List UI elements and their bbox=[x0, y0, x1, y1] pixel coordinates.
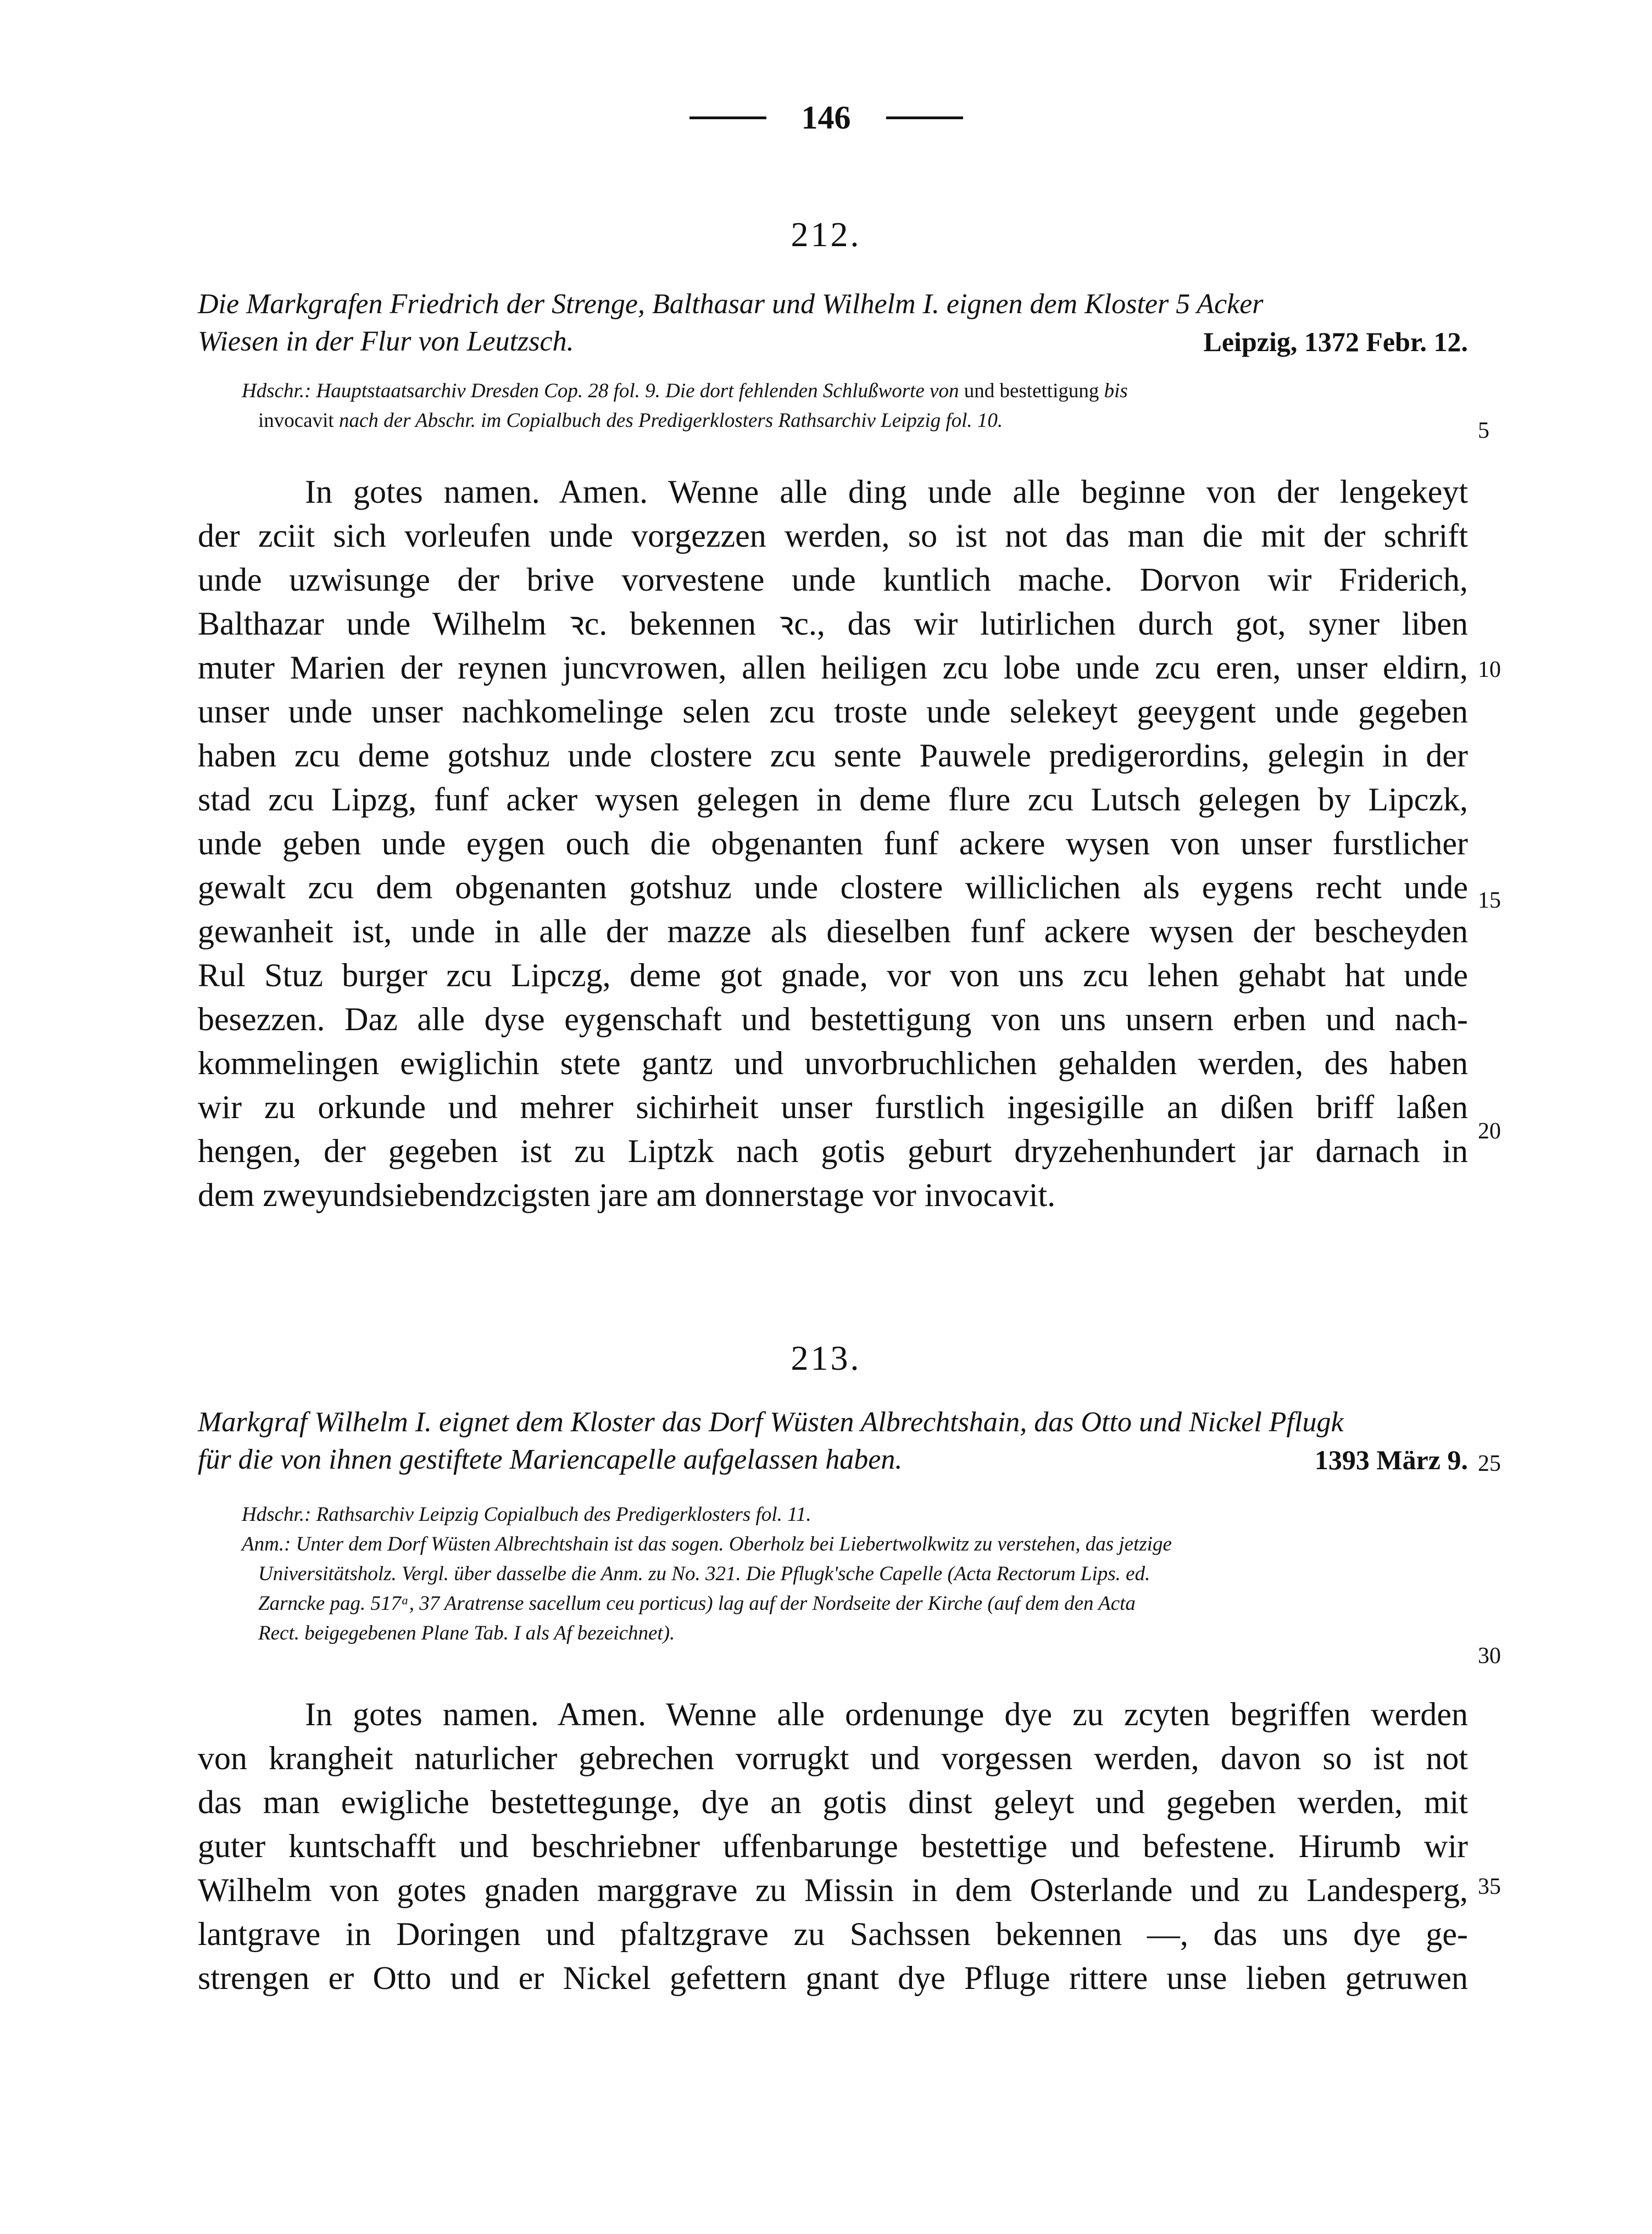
charter-text bbox=[198, 1692, 1468, 2000]
header-rule-right bbox=[886, 116, 963, 119]
text-line: kommelingen ewiglichin stete gantz und unvorbruchlichen gehalden werden, des haben bbox=[198, 1045, 1468, 1081]
text-line: In gotes namen. Amen. Wenne alle ordenunge dye zu zcyten begriffen werden bbox=[305, 1696, 1468, 1732]
line-number: 20 bbox=[1478, 1119, 1501, 1144]
text-line: lantgrave in Doringen und pfaltzgrave zu Sachssen bekennen —, das uns dye ge- bbox=[198, 1916, 1468, 1952]
text-line: stad zcu Lipzg, funf acker wysen gelegen in deme flure zcu Lutsch gelegen by Lipczk, bbox=[198, 781, 1468, 818]
text-line: hengen, der gegeben ist zu Liptzk nach gotis geburt dryzehenhundert jar darnach in bbox=[198, 1133, 1468, 1169]
manuscript-note bbox=[242, 1500, 1467, 1648]
text-line: von krangheit naturlicher gebrechen vorrugkt und vorgessen werden, davon so ist not bbox=[198, 1740, 1468, 1776]
note-line: Hdschr.: Rathsarchiv Leipzig Copialbuch des Predigerklosters fol. 11. bbox=[242, 1503, 811, 1526]
line-number: 5 bbox=[1478, 418, 1489, 443]
text-line: strengen er Otto und er Nickel gefettern gnant dye Pfluge rittere unse lieben getruwen bbox=[198, 1960, 1468, 1996]
text-line: muter Marien der reynen juncvrowen, allen heiligen zcu lobe unde zcu eren, unser eldirn, bbox=[198, 649, 1468, 686]
text-line: wir zu orkunde und mehrer sichirheit unser furstlich ingesigille an dißen briff laßen bbox=[198, 1089, 1468, 1125]
note-text: Hdschr.: Hauptstaatsarchiv Dresden Cop. 28 fol. 9. Die dort fehlenden Schlußworte von bbox=[242, 380, 959, 402]
text-line: Rul Stuz burger zcu Lipczg, deme got gnade, vor von uns zcu lehen gehabt hat unde bbox=[198, 957, 1468, 993]
note-line bbox=[242, 376, 1467, 406]
text-line: unde uzwisunge der brive vorvestene unde kuntlich mache. Dorvon wir Friderich, bbox=[198, 562, 1468, 598]
text-line: unde geben unde eygen ouch die obgenanten funf ackere wysen von unser furstlicher bbox=[198, 825, 1468, 862]
document-number: 212. bbox=[791, 215, 861, 254]
line-number: 10 bbox=[1478, 657, 1501, 682]
note-line bbox=[242, 406, 1467, 436]
header-rule-left bbox=[689, 116, 766, 119]
text-line: unser unde unser nachkomelinge selen zcu troste unde selekeyt geeygent unde gegeben bbox=[198, 693, 1468, 730]
document-number: 213. bbox=[791, 1338, 861, 1377]
text-line: haben zcu deme gotshuz unde clostere zcu sente Pauwele predigerordins, gelegin in der bbox=[198, 737, 1468, 774]
note-text: nach der Abschr. im Copialbuch des Predigerklosters Rathsarchiv Leipzig fol. 10. bbox=[338, 409, 1003, 432]
note-line: Rect. beigegebenen Plane Tab. I als Af bezeichnet). bbox=[258, 1622, 675, 1644]
summary-line-text: für die von ihnen gestiftete Mariencapelle aufgelassen haben. bbox=[198, 1444, 903, 1475]
note-quote: und bestettigung bbox=[964, 380, 1099, 402]
text-line: gewalt zcu dem obgenanten gotshuz unde clostere williclichen als eygens recht unde bbox=[198, 869, 1468, 905]
document-summary bbox=[198, 286, 1468, 360]
text-line: das man ewigliche bestettegunge, dye an gotis dinst geleyt und gegeben werden, mit bbox=[198, 1784, 1468, 1820]
line-number: 25 bbox=[1478, 1451, 1501, 1476]
summary-line: Markgraf Wilhelm I. eignet dem Kloster das Dorf Wüsten Albrechtshain, das Otto und Nickel Pflugk bbox=[198, 1407, 1344, 1438]
summary-line-text: Wiesen in der Flur von Leutzsch. bbox=[198, 326, 574, 357]
line-number: 35 bbox=[1478, 1874, 1501, 1899]
summary-line bbox=[198, 1441, 1468, 1479]
document-summary bbox=[198, 1404, 1468, 1479]
dateline: 1393 März 9. bbox=[1314, 1444, 1468, 1475]
summary-line: Die Markgrafen Friedrich der Strenge, Balthasar und Wilhelm I. eignen dem Kloster 5 Acker bbox=[198, 288, 1264, 320]
text-line: dem zweyundsiebendzcigsten jare am donnerstage vor invocavit. bbox=[198, 1177, 1056, 1213]
text-line: In gotes namen. Amen. Wenne alle ding unde alle beginne von der lengekeyt bbox=[305, 474, 1468, 510]
note-text: bis bbox=[1104, 380, 1128, 402]
dateline: Leipzig, 1372 Febr. 12. bbox=[1203, 326, 1468, 357]
text-line: Balthazar unde Wilhelm ꝛc. bekennen ꝛc., das wir lutirlichen durch got, syner liben bbox=[198, 605, 1468, 642]
page-number: 146 bbox=[801, 99, 851, 136]
note-line: Zarncke pag. 517ᵃ, 37 Aratrense sacellum ceu porticus) lag auf der Nordseite der Kirche (auf dem den Acta bbox=[258, 1592, 1136, 1615]
note-quote: invocavit bbox=[258, 409, 334, 432]
text-line: Wilhelm von gotes gnaden marggrave zu Missin in dem Osterlande und zu Landesperg, bbox=[198, 1872, 1468, 1908]
page-header bbox=[0, 99, 1652, 137]
line-number: 15 bbox=[1478, 888, 1501, 913]
note-line: Universitätsholz. Vergl. über dasselbe die Anm. zu No. 321. Die Pflugk'sche Capelle (Acta Rectorum Lips. ed. bbox=[258, 1563, 1150, 1585]
text-line: besezzen. Daz alle dyse eygenschaft und bestettigung von uns unsern erben und nach- bbox=[198, 1001, 1468, 1037]
text-line: der zciit sich vorleufen unde vorgezzen werden, so ist not das man die mit der schrift bbox=[198, 518, 1468, 554]
note-line: Anm.: Unter dem Dorf Wüsten Albrechtshain ist das sogen. Oberholz bei Liebertwolkwitz zu verstehen, das jetzige bbox=[242, 1533, 1172, 1555]
line-number: 30 bbox=[1478, 1643, 1501, 1669]
text-line: gewanheit ist, unde in alle der mazze als dieselben funf ackere wysen der bescheyden bbox=[198, 913, 1468, 949]
charter-text bbox=[198, 470, 1468, 1217]
text-line: guter kuntschafft und beschriebner uffenbarunge bestettige und befestene. Hirumb wir bbox=[198, 1828, 1468, 1864]
manuscript-note bbox=[242, 376, 1467, 436]
summary-line bbox=[198, 323, 1468, 360]
